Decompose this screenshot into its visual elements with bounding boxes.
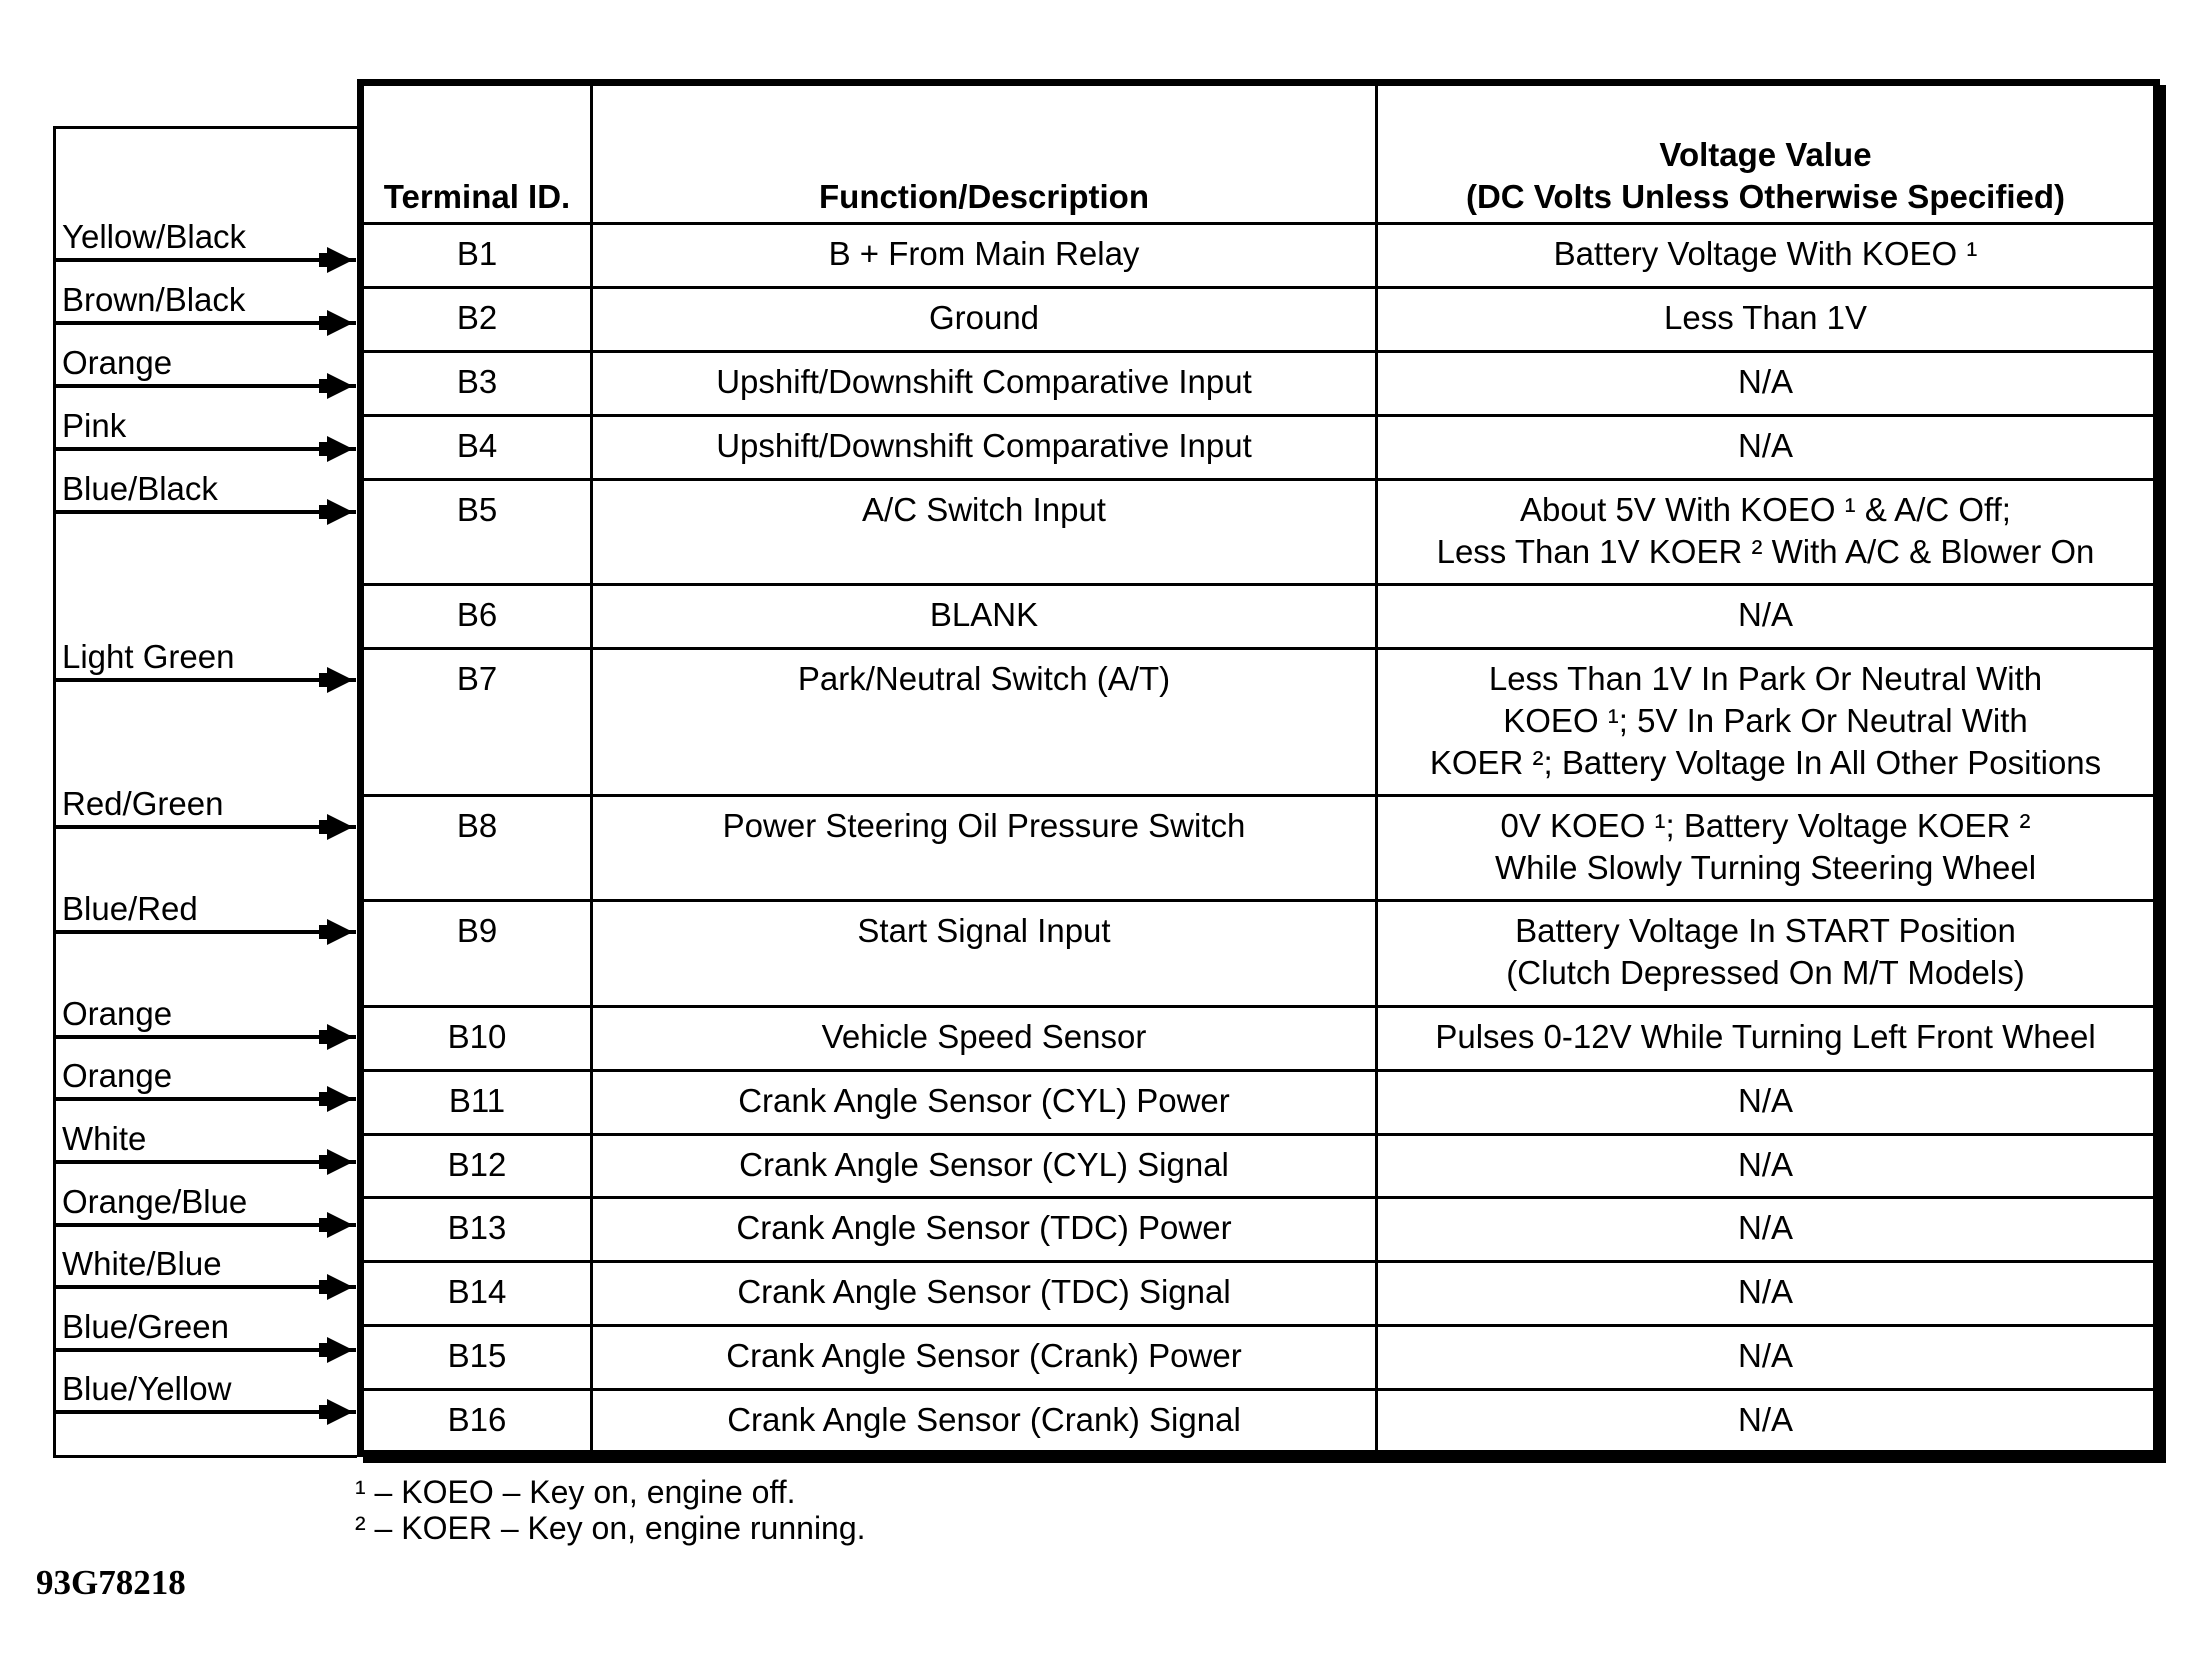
voltage-cell xyxy=(1377,901,2157,1006)
voltage-cell xyxy=(1377,795,2157,900)
terminal-id-cell: B9 xyxy=(361,901,592,1006)
arrow-right-icon xyxy=(327,373,353,399)
wire-color-label: Blue/Red xyxy=(62,890,198,927)
arrow-right-icon xyxy=(327,247,353,273)
voltage-line: N/A xyxy=(1737,1273,1793,1311)
voltage-cell xyxy=(1377,1390,2157,1454)
function-cell: Crank Angle Sensor (Crank) Power xyxy=(592,1326,1377,1390)
footnote-koeo: ¹ – KOEO – Key on, engine off. xyxy=(355,1474,796,1510)
wire-color-label: Orange/Blue xyxy=(62,1183,248,1220)
voltage-line: N/A xyxy=(1737,362,1793,400)
voltage-line: N/A xyxy=(1737,1337,1793,1375)
wire-line xyxy=(56,1410,356,1414)
terminal-id-cell: B15 xyxy=(361,1326,592,1390)
voltage-line: 0V KOEO ¹; Battery Voltage KOER ² xyxy=(1500,806,2031,844)
table-row xyxy=(361,1262,2157,1326)
wire-color-label: Orange xyxy=(62,995,173,1032)
terminal-id-cell: B12 xyxy=(361,1134,592,1198)
wire-line xyxy=(56,384,356,388)
voltage-line: N/A xyxy=(1737,595,1793,633)
voltage-line: While Slowly Turning Steering Wheel xyxy=(1494,848,2037,886)
wire-line xyxy=(56,1348,356,1352)
terminal-id-cell: B5 xyxy=(361,479,592,584)
voltage-cell xyxy=(1377,584,2157,648)
voltage-line: Battery Voltage In START Position xyxy=(1515,912,2016,950)
wire-color-label: Blue/Yellow xyxy=(62,1370,232,1407)
footnote-koer: ² – KOER – Key on, engine running. xyxy=(355,1510,866,1546)
table-row xyxy=(361,351,2157,415)
function-cell: Park/Neutral Switch (A/T) xyxy=(592,648,1377,795)
wire-color-label: Orange xyxy=(62,344,173,381)
voltage-line: Battery Voltage With KOEO ¹ xyxy=(1553,235,1978,272)
arrow-right-icon xyxy=(327,499,353,525)
wire-line xyxy=(56,447,356,451)
function-cell: Crank Angle Sensor (Crank) Signal xyxy=(592,1390,1377,1454)
voltage-line: N/A xyxy=(1737,1081,1793,1119)
function-cell: Crank Angle Sensor (TDC) Power xyxy=(592,1198,1377,1262)
table-row xyxy=(361,648,2157,795)
terminal-id-cell: B14 xyxy=(361,1262,592,1326)
voltage-line: Less Than 1V In Park Or Neutral With xyxy=(1488,659,2043,697)
voltage-cell xyxy=(1377,648,2157,795)
function-cell: Upshift/Downshift Comparative Input xyxy=(592,415,1377,479)
terminal-id-cell: B11 xyxy=(361,1070,592,1134)
voltage-cell xyxy=(1377,351,2157,415)
wire-line xyxy=(56,825,356,829)
wire-line xyxy=(56,1223,356,1227)
voltage-line: N/A xyxy=(1737,1209,1793,1247)
wire-line xyxy=(56,1035,356,1039)
function-cell: A/C Switch Input xyxy=(592,479,1377,584)
wire-line xyxy=(56,321,356,325)
wire-color-label: Blue/Green xyxy=(62,1308,229,1345)
arrow-right-icon xyxy=(327,1399,353,1425)
table-row xyxy=(361,1006,2157,1070)
voltage-line: N/A xyxy=(1737,1401,1793,1439)
wire-color-label: Red/Green xyxy=(62,785,224,822)
terminal-table xyxy=(357,79,2160,1457)
wire-color-label: Blue/Black xyxy=(62,470,218,507)
figure-id: 93G78218 xyxy=(36,1563,186,1602)
wire-line xyxy=(56,930,356,934)
terminal-id-cell: B1 xyxy=(361,224,592,288)
voltage-cell xyxy=(1377,1326,2157,1390)
arrow-right-icon xyxy=(327,436,353,462)
terminal-id-cell: B13 xyxy=(361,1198,592,1262)
arrow-right-icon xyxy=(327,667,353,693)
voltage-line: Less Than 1V KOER ² With A/C & Blower On xyxy=(1436,532,2095,570)
voltage-cell xyxy=(1377,287,2157,351)
function-cell: Crank Angle Sensor (CYL) Power xyxy=(592,1070,1377,1134)
voltage-line: Less Than 1V xyxy=(1663,298,1868,336)
function-cell: Vehicle Speed Sensor xyxy=(592,1006,1377,1070)
voltage-cell xyxy=(1377,1070,2157,1134)
voltage-cell xyxy=(1377,1262,2157,1326)
arrow-right-icon xyxy=(327,1212,353,1238)
table-row xyxy=(361,224,2157,288)
header-voltage-subtitle: (DC Volts Unless Otherwise Specified) xyxy=(1465,178,2066,215)
wire-color-label: Light Green xyxy=(62,638,235,675)
terminal-id-cell: B8 xyxy=(361,795,592,900)
table-body xyxy=(361,224,2157,1454)
wire-line xyxy=(56,678,356,682)
arrow-right-icon xyxy=(327,1086,353,1112)
wire-line xyxy=(56,1285,356,1289)
terminal-id-cell: B2 xyxy=(361,287,592,351)
table-row xyxy=(361,1326,2157,1390)
voltage-line: About 5V With KOEO ¹ & A/C Off; xyxy=(1520,490,2011,528)
header-function: Function/Description xyxy=(592,83,1377,224)
voltage-cell xyxy=(1377,1134,2157,1198)
arrow-right-icon xyxy=(327,814,353,840)
wire-line xyxy=(56,510,356,514)
terminal-id-cell: B3 xyxy=(361,351,592,415)
wire-color-label: White xyxy=(62,1120,147,1157)
voltage-line: KOER ²; Battery Voltage In All Other Positions xyxy=(1429,743,2102,781)
function-cell: B + From Main Relay xyxy=(592,224,1377,288)
wire-line xyxy=(56,1097,356,1101)
voltage-line: Pulses 0-12V While Turning Left Front Wheel xyxy=(1435,1017,2096,1055)
wire-line xyxy=(56,1160,356,1164)
table-row xyxy=(361,479,2157,584)
wire-line xyxy=(56,258,356,262)
arrow-right-icon xyxy=(327,1274,353,1300)
table-row xyxy=(361,584,2157,648)
function-cell: Crank Angle Sensor (CYL) Signal xyxy=(592,1134,1377,1198)
table-header-row xyxy=(361,83,2157,224)
wire-color-label: Yellow/Black xyxy=(62,218,247,255)
footnotes xyxy=(355,1474,866,1546)
voltage-line: KOEO ¹; 5V In Park Or Neutral With xyxy=(1503,701,2028,739)
voltage-line: N/A xyxy=(1737,1145,1793,1183)
arrow-right-icon xyxy=(327,1337,353,1363)
voltage-cell xyxy=(1377,224,2157,288)
wire-color-label: White/Blue xyxy=(62,1245,222,1282)
table-row xyxy=(361,1134,2157,1198)
voltage-cell xyxy=(1377,1198,2157,1262)
arrow-right-icon xyxy=(327,1024,353,1050)
function-cell: Upshift/Downshift Comparative Input xyxy=(592,351,1377,415)
table-row xyxy=(361,1198,2157,1262)
voltage-cell xyxy=(1377,1006,2157,1070)
voltage-cell xyxy=(1377,415,2157,479)
function-cell: BLANK xyxy=(592,584,1377,648)
wire-color-label: Pink xyxy=(62,407,127,444)
table-row xyxy=(361,1070,2157,1134)
function-cell: Start Signal Input xyxy=(592,901,1377,1006)
voltage-line: N/A xyxy=(1737,426,1793,464)
table-row xyxy=(361,287,2157,351)
terminal-id-cell: B4 xyxy=(361,415,592,479)
voltage-cell xyxy=(1377,479,2157,584)
terminal-id-cell: B7 xyxy=(361,648,592,795)
terminal-id-cell: B6 xyxy=(361,584,592,648)
function-cell: Power Steering Oil Pressure Switch xyxy=(592,795,1377,900)
terminal-id-cell: B16 xyxy=(361,1390,592,1454)
arrow-right-icon xyxy=(327,919,353,945)
header-voltage-title: Voltage Value xyxy=(1659,136,1872,173)
wire-color-label: Orange xyxy=(62,1057,173,1094)
header-terminal-id: Terminal ID. xyxy=(361,83,592,224)
table-row xyxy=(361,1390,2157,1454)
table-row xyxy=(361,795,2157,900)
table-row xyxy=(361,415,2157,479)
terminal-id-cell: B10 xyxy=(361,1006,592,1070)
header-voltage xyxy=(1377,83,2157,224)
voltage-line: (Clutch Depressed On M/T Models) xyxy=(1506,954,2025,992)
wire-color-label: Brown/Black xyxy=(62,281,246,318)
function-cell: Crank Angle Sensor (TDC) Signal xyxy=(592,1262,1377,1326)
table-row xyxy=(361,901,2157,1006)
arrow-right-icon xyxy=(327,1149,353,1175)
arrow-right-icon xyxy=(327,310,353,336)
function-cell: Ground xyxy=(592,287,1377,351)
